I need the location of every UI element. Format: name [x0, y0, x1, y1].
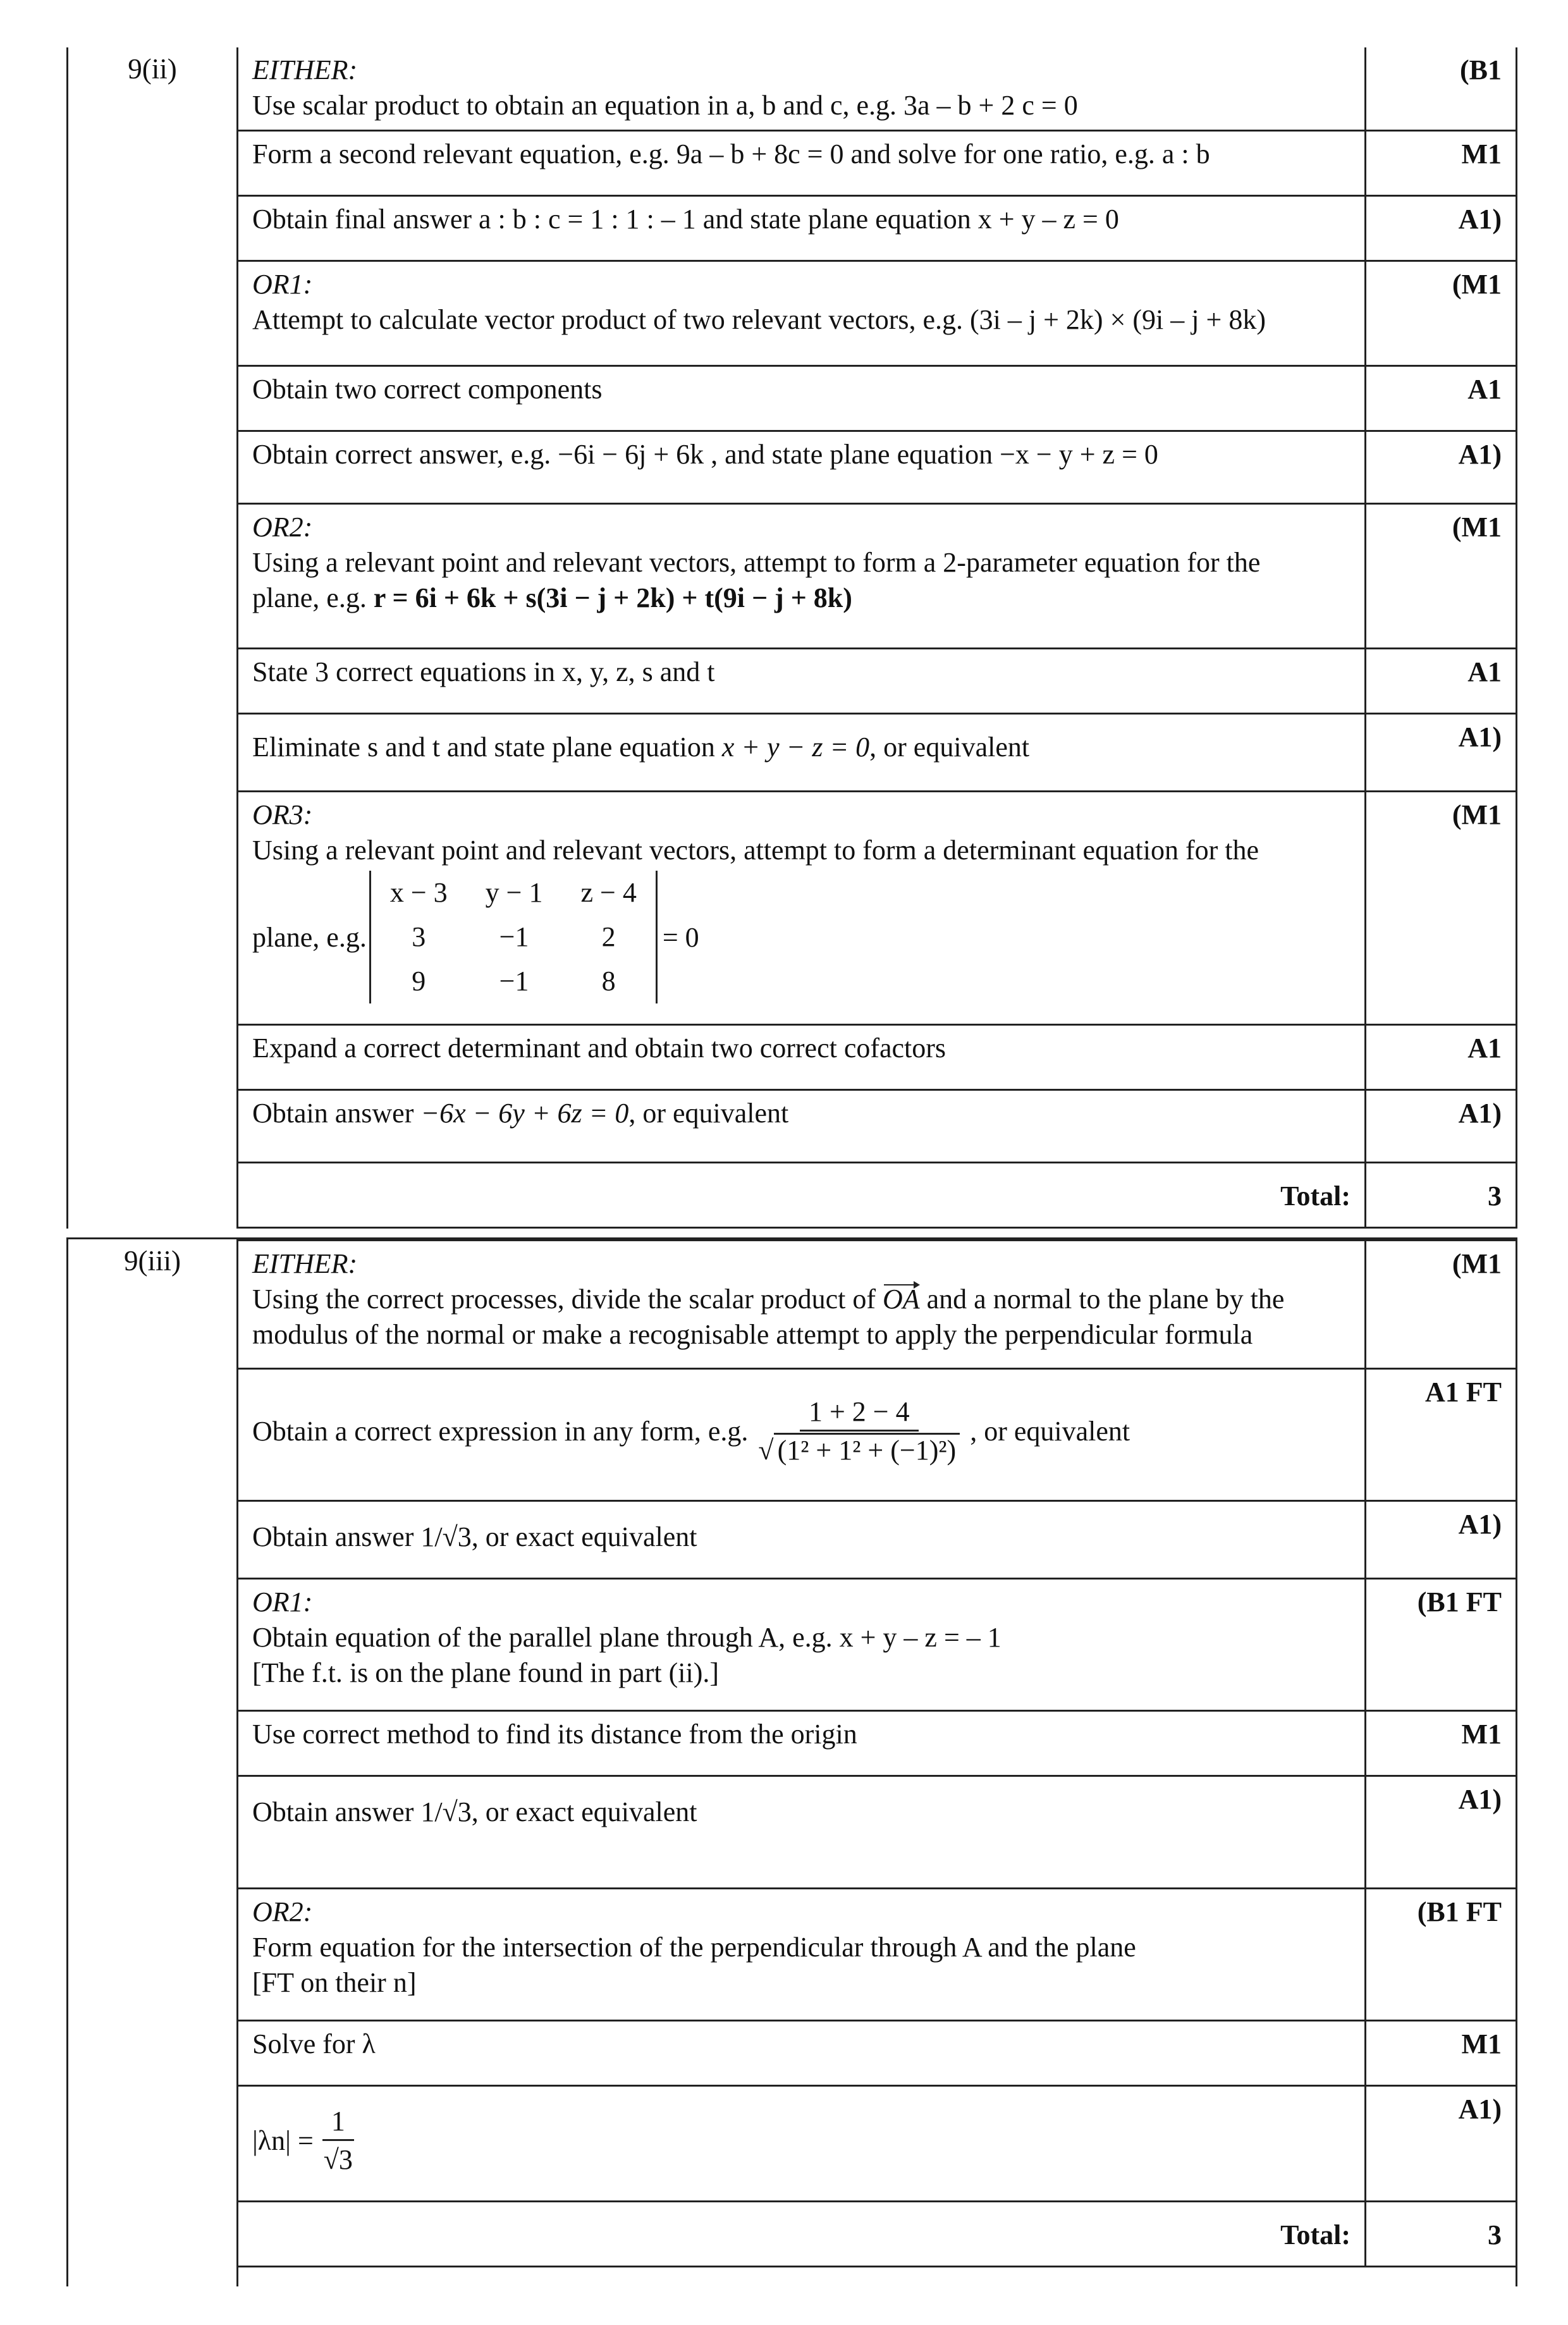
det-cell: 9: [412, 966, 426, 997]
row-text: Form equation for the intersection of the perpendicular through A and the plane: [252, 1932, 1136, 1963]
mark-award: (M1: [1452, 799, 1502, 830]
row-text: Eliminate s and t and state plane equation: [252, 732, 715, 763]
scheme-row: [238, 197, 1516, 262]
row-text: Using a relevant point and relevant vectors, attempt to form a 2-parameter equation for the: [252, 547, 1261, 578]
mark-award: A1): [1458, 1098, 1502, 1129]
row-text-suffix: , or exact equivalent: [471, 1521, 697, 1552]
row-text: State 3 correct equations in x, y, z, s and t: [252, 656, 715, 687]
total-row: [238, 1163, 1516, 1229]
scheme-row: [238, 1502, 1516, 1580]
row-text: plane, e.g.: [252, 922, 367, 953]
mark-award: A1): [1458, 1784, 1502, 1815]
scheme-row: [238, 2021, 1516, 2087]
mark-award: A1: [1467, 656, 1502, 687]
total-value: 3: [1488, 1181, 1502, 1212]
vector-equation: r = 6i + 6k + s(3i − j + 2k) + t(9i − j + 8k): [373, 582, 852, 613]
scheme-row: [238, 2087, 1516, 2202]
row-text: Obtain correct answer, e.g. −6i − 6j + 6k , and state plane equation −x − y + z = 0: [252, 439, 1158, 470]
fraction-denominator: (1² + 1² + (−1)²): [774, 1433, 960, 1466]
row-text-suffix: , or exact equivalent: [471, 1796, 697, 1827]
row-text-suffix: , or equivalent: [970, 1416, 1130, 1447]
determinant-rhs: = 0: [662, 922, 699, 953]
mark-award: M1: [1461, 1719, 1502, 1750]
row-text: Obtain answer: [252, 1796, 414, 1827]
mark-award: A1): [1458, 204, 1502, 235]
scheme-row: [238, 1370, 1516, 1502]
mark-scheme-table: [66, 47, 1517, 2286]
question-number: 9(iii): [124, 1245, 181, 1277]
row-text: Form a second relevant equation, e.g. 9a – b + 8c = 0 and solve for one ratio, e.g. a : b: [252, 138, 1210, 169]
det-cell: y − 1: [485, 877, 543, 908]
det-cell: 2: [601, 921, 616, 952]
row-text: [The f.t. is on the plane found in part (ii).]: [252, 1657, 720, 1688]
row-text: Obtain answer: [252, 1521, 414, 1552]
answer-value: 1/√3: [420, 1796, 472, 1827]
total-value: 3: [1488, 2219, 1502, 2250]
table-continuation: [66, 2267, 1517, 2286]
mark-award: A1 FT: [1425, 1377, 1502, 1408]
mark-award: A1: [1467, 374, 1502, 405]
question-number-cell: [68, 1239, 238, 2267]
det-cell: −1: [499, 921, 529, 952]
row-text-suffix: , or equivalent: [869, 732, 1030, 763]
distance-fraction: $\frac{1 + 2 - 4}{\text{√ (1² + 1² + (−1)²)}}$: [752, 1394, 966, 1469]
scheme-row: [238, 1239, 1516, 1370]
mark-award: (M1: [1452, 1248, 1502, 1279]
mark-award: A1): [1458, 1509, 1502, 1540]
mark-award: (B1: [1460, 54, 1502, 85]
fraction-numerator: 1 + 2 − 4: [800, 1394, 919, 1432]
mark-award: M1: [1461, 138, 1502, 169]
question-block-9ii: [66, 47, 1517, 1229]
row-text: Obtain final answer a : b : c = 1 : 1 : – 1 and state plane equation x + y – z = 0: [252, 204, 1119, 235]
row-text: Obtain a correct expression in any form, e.g.: [252, 1416, 749, 1447]
question-block-9iii: [66, 1237, 1517, 2267]
total-row: [238, 2202, 1516, 2267]
row-text: Use correct method to find its distance from the origin: [252, 1719, 857, 1750]
det-cell: 3: [412, 921, 426, 952]
fraction-denominator: √3: [323, 2144, 353, 2175]
mark-award: (B1 FT: [1417, 1896, 1502, 1927]
row-text: Solve for λ: [252, 2028, 376, 2059]
det-cell: −1: [499, 966, 529, 997]
total-label: Total:: [238, 1163, 1366, 1227]
answer-equation: −6x − 6y + 6z = 0: [420, 1098, 629, 1129]
vector-oa: OA: [883, 1282, 920, 1317]
mark-award: A1): [1458, 721, 1502, 752]
mark-award: (M1: [1452, 269, 1502, 300]
question-number: 9(ii): [128, 53, 177, 85]
scheme-row: [238, 792, 1516, 1026]
result-fraction: [317, 2104, 359, 2179]
row-text: Use scalar product to obtain an equation in a, b and c, e.g. 3a – b + 2 c = 0: [252, 90, 1078, 121]
row-text: Using the correct processes, divide the scalar product of: [252, 1284, 876, 1315]
answer-value: 1/√3: [420, 1521, 472, 1552]
row-text: plane, e.g.: [252, 582, 367, 613]
scheme-row: [238, 505, 1516, 649]
scheme-row: [238, 367, 1516, 432]
row-text: Expand a correct determinant and obtain two correct cofactors: [252, 1033, 946, 1064]
row-text: Obtain answer: [252, 1098, 414, 1129]
scheme-row: [238, 432, 1516, 505]
scheme-row: [238, 47, 1516, 132]
scheme-row: [238, 1580, 1516, 1712]
scheme-row: [238, 649, 1516, 715]
mark-award: (M1: [1452, 512, 1502, 543]
row-text-suffix: , or equivalent: [628, 1098, 789, 1129]
det-cell: z − 4: [580, 877, 637, 908]
row-text: Obtain equation of the parallel plane through A, e.g. x + y – z = – 1: [252, 1622, 1001, 1653]
lambda-expression: |λn| =: [252, 2125, 314, 2156]
row-text: modulus of the normal or make a recognisable attempt to apply the perpendicular formula: [252, 1319, 1253, 1350]
mark-award: (B1 FT: [1417, 1586, 1502, 1617]
scheme-row: [238, 1091, 1516, 1163]
scheme-row: [238, 132, 1516, 197]
scheme-row: [238, 1777, 1516, 1889]
method-heading: OR1:: [252, 1586, 313, 1617]
method-heading: EITHER:: [252, 1248, 358, 1279]
fraction-numerator: 1: [322, 2104, 354, 2141]
scheme-row: [238, 1889, 1516, 2021]
plane-equation: x + y − z = 0: [721, 732, 870, 763]
scheme-row: [238, 262, 1516, 367]
method-heading: OR2:: [252, 1896, 313, 1927]
mark-award: M1: [1461, 2028, 1502, 2059]
mark-award: A1: [1467, 1033, 1502, 1064]
scheme-row: [238, 1026, 1516, 1091]
method-heading: EITHER:: [252, 54, 358, 85]
method-heading: OR2:: [252, 512, 313, 543]
row-text: Attempt to calculate vector product of two relevant vectors, e.g. (3i – j + 2k) × (9i – j + 8k): [252, 304, 1266, 335]
row-text: Using a relevant point and relevant vectors, attempt to form a determinant equation for the: [252, 835, 1259, 866]
question-number-cell: [68, 47, 238, 1229]
method-heading: OR1:: [252, 269, 313, 300]
determinant: [369, 871, 658, 1003]
mark-award: A1): [1458, 2094, 1502, 2125]
scheme-row: [238, 1712, 1516, 1777]
method-heading: OR3:: [252, 799, 313, 830]
row-text: and a normal to the plane by the: [926, 1284, 1285, 1315]
row-text: [FT on their n]: [252, 1967, 417, 1998]
det-cell: 8: [601, 966, 616, 997]
scheme-row: [238, 715, 1516, 792]
mark-award: A1): [1458, 439, 1502, 470]
row-text: Obtain two correct components: [252, 374, 603, 405]
det-cell: x − 3: [389, 877, 448, 908]
total-label: Total:: [238, 2202, 1366, 2266]
